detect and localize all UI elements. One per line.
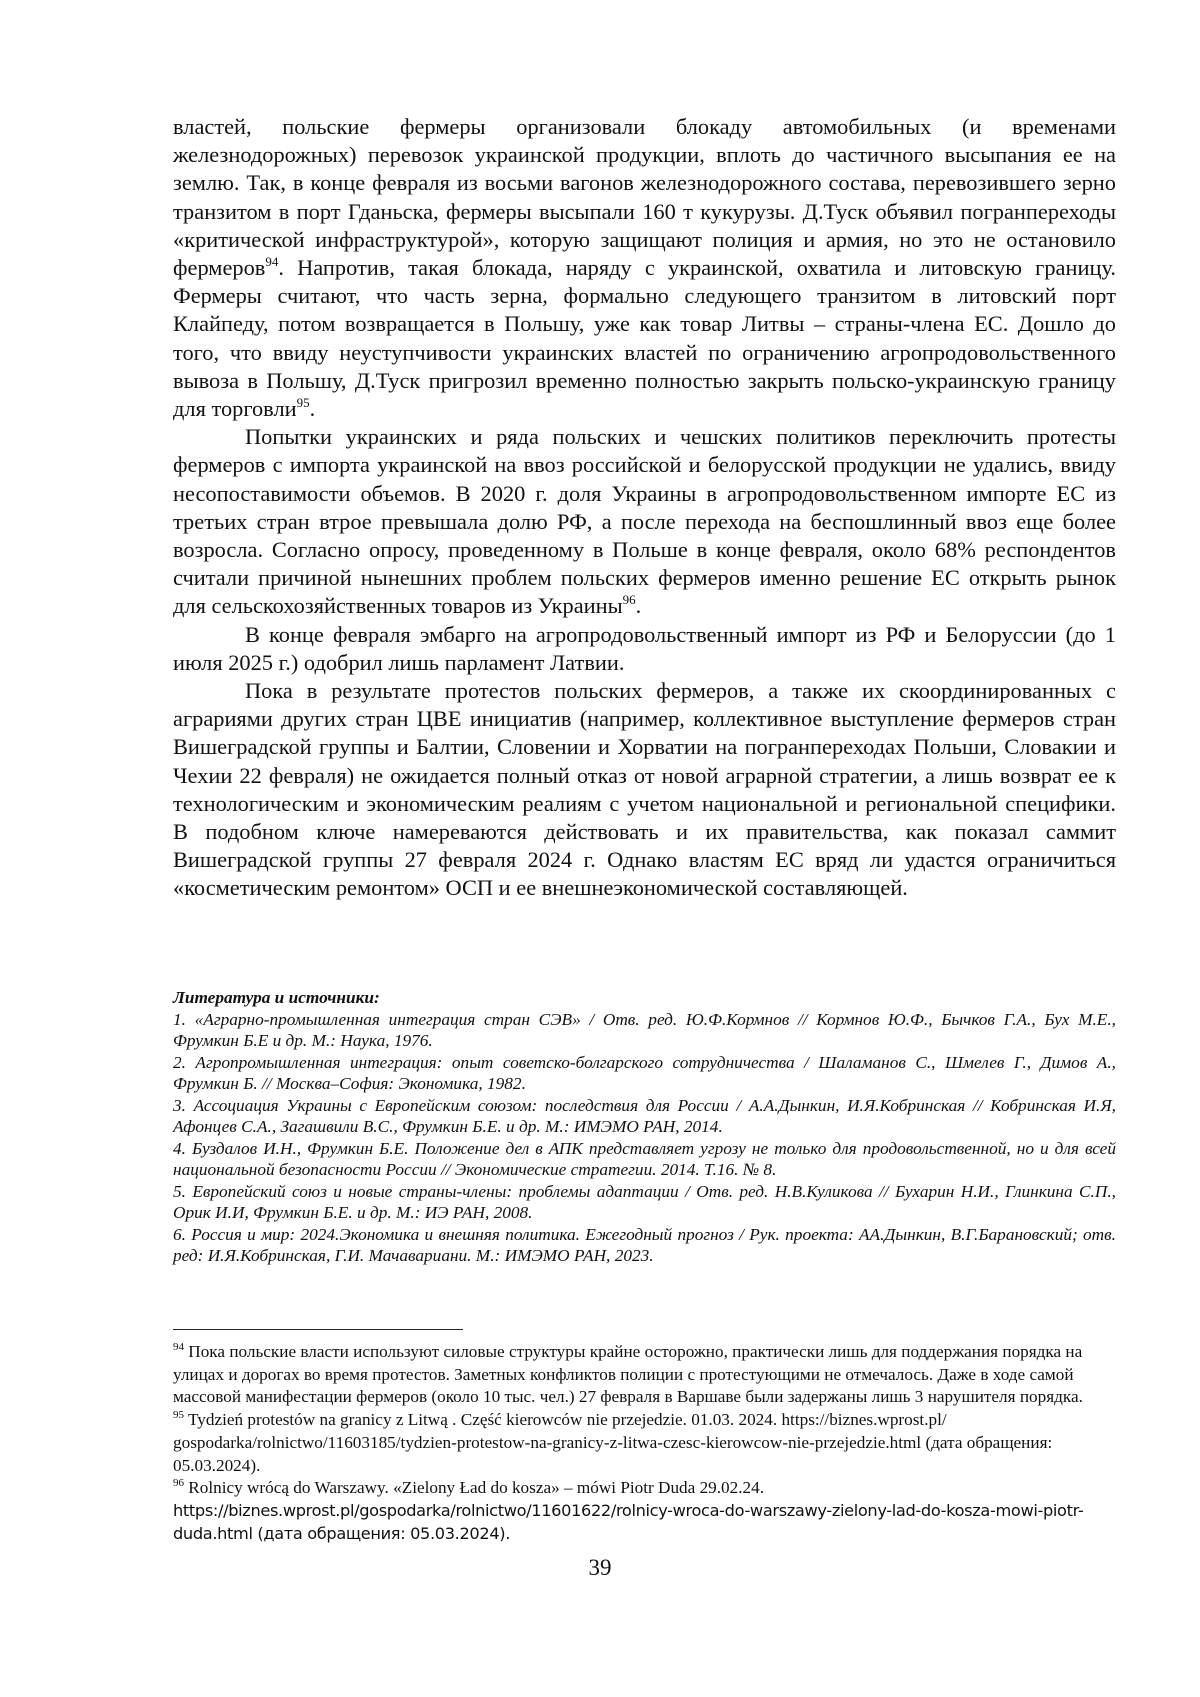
footnote-ref-94[interactable]: 94 bbox=[265, 254, 279, 270]
footnote-number: 95 bbox=[173, 1409, 184, 1422]
footnote-96-link[interactable]: https://biznes.wprost.pl/gospodarka/rolnictwo/11601622/rolnicy-wroca-do-warszawy-zielony-lad-do-kosza-mowi-piotr-duda.html (дата обращения: 05.03.2024). bbox=[173, 1500, 1084, 1543]
footnote-96: $^{96}$ Rolnicy wrócą do Warszawy. «Zielony Ład do kosza» – mówi Piotr Duda 29.02.24. https://biznes.wprost.pl/gospodarka/rolnictwo/11601622/rolnicy-wroca-do-warszawy-zielony-lad-do-kosza-mowi-piotr-duda.html (дата обращения: 05.03.2024). bbox=[173, 1477, 1084, 1543]
footnote-number: 94 bbox=[173, 1341, 184, 1353]
main-text bbox=[173, 113, 1116, 903]
footnotes bbox=[173, 1341, 1116, 1545]
paragraph-1: властей, польские фермеры организовали блокаду автомобильных (и временами железнодорожных) перевозок украинской продукции, вплоть до частичного высыпания ее на землю. Так, в конце февраля из восьми вагонов железнодорожного состава, перевозившего зерно транзитом в порт Гданьска, фермеры высыпали 160 т кукурузы. Д.Туск объявил погранпереходы «критической инфраструктурой», которую защищают полиция и армия, но это не остановило фермеров$^{94}$. Напротив, такая блокада, наряду с украинской, охватила и литовскую границу. Фермеры считают, что часть зерна, формально следующего транзитом в литовский порт Клайпеду, потом возвращается в Польшу, уже как товар Литвы – страны-члена ЕС. Дошло до того, что ввиду неуступчивости украинских властей по ограничению агропродовольственного вывоза в Польшу, Д.Туск пригрозил временно полностью закрыть польско-украинскую границу для торговли$^{95}$. bbox=[173, 114, 1116, 422]
reference-item: 2. Агропромышленная интеграция: опыт советско-болгарского сотрудничества / Шаламанов С., Шмелев Г., Димов А., Фрумкин Б. // Москва–София: Экономика, 1982. bbox=[173, 1052, 1116, 1093]
paragraph-2: Попытки украинских и ряда польских и чешских политиков переключить протесты фермеров с импорта украинской на ввоз российской и белорусской продукции не удались, ввиду несопоставимости объемов. В 2020 г. доля Украины в агропродовольственном импорте ЕС из третьих стран втрое превышала долю РФ, а после перехода на беспошлинный ввоз еще более возросла. Согласно опросу, проведенному в Польше в конце февраля, около 68% респондентов считали причиной нынешних проблем польских фермеров именно решение ЕС открыть рынок для сельскохозяйственных товаров из Украины$^{96}$. bbox=[173, 424, 1116, 619]
paragraph-3: В конце февраля эмбарго на агропродовольственный импорт из РФ и Белоруссии (до 1 июля 2025 г.) одобрил лишь парламент Латвии. bbox=[173, 621, 1116, 675]
paragraph-4: Пока в результате протестов польских фермеров, а также их скоординированных с аграриями других стран ЦВЕ инициатив (например, коллективное выступление фермеров стран Вишеградской группы и Балтии, Словении и Хорватии на погранпереходах Польши, Словакии и Чехии 22 февраля) не ожидается полный отказ от новой аграрной стратегии, а лишь возврат ее к технологическим и экономическим реалиям с учетом национальной и региональной специфики. В подобном ключе намереваются действовать и их правительства, как показал саммит Вишеградской группы 27 февраля 2024 г. Однако властям ЕС вряд ли удастся ограничиться «косметическим ремонтом» ОСП и ее внешнеэкономической составляющей. bbox=[173, 678, 1116, 901]
reference-item: 4. Буздалов И.Н., Фрумкин Б.Е. Положение дел в АПК представляет угрозу не только для продовольственной, но и для всей национальной безопасности России // Экономические стратегии. 2014. Т.16. № 8. bbox=[173, 1138, 1116, 1179]
reference-item: 1. «Аграрно-промышленная интеграция стран СЭВ» / Отв. ред. Ю.Ф.Кормнов // Кормнов Ю.Ф., Бычков Г.А., Бух М.Е., Фрумкин Б.Е и др. М.: Наука, 1976. bbox=[173, 1009, 1116, 1050]
reference-item: 6. Россия и мир: 2024.Экономика и внешняя политика. Ежегодный прогноз / Рук. проекта: АА.Дынкин, В.Г.Барановский; отв. ред: И.Я.Кобринская, Г.И. Мачавариани. М.: ИМЭМО РАН, 2023. bbox=[173, 1224, 1116, 1265]
footnote-94: $^{94}$ Пока польские власти используют силовые структуры крайне осторожно, практически лишь для поддержания порядка на улицах и дорогах во время протестов. Заметных конфликтов полиции с протестующими не отмечалось. Даже в ходе самой массовой манифестации фермеров (около 10 тыс. чел.) 27 февраля в Варшаве были задержаны лишь 3 нарушителя порядка. bbox=[173, 1341, 1083, 1407]
references-section bbox=[173, 987, 1116, 1267]
footnote-95: $^{95}$ Tydzień protestów na granicy z Litwą . Część kierowców nie przejedzie. 01.03. 2024. https://biznes.wprost.pl/ gospodarka/rolnictwo/11603185/tydzien-protestow-na-granicy-z-litwa-czesc-kierowcow-nie-przejedzie.html (дата обращения: 05.03.2024). bbox=[173, 1409, 1053, 1475]
references-list bbox=[173, 1009, 1116, 1267]
footnote-number: 96 bbox=[173, 1477, 184, 1490]
footnote-ref-95[interactable]: 95 bbox=[296, 395, 310, 411]
page-number: 39 bbox=[588, 1555, 612, 1580]
reference-item: 5. Европейский союз и новые страны-члены: проблемы адаптации / Отв. ред. Н.В.Куликова // Бухарин Н.И., Глинкина С.П., Орик И.И, Фрумкин Б.Е. и др. М.: ИЭ РАН, 2008. bbox=[173, 1181, 1116, 1222]
footnote-ref-96[interactable]: 96 bbox=[622, 592, 636, 608]
footnote-separator bbox=[173, 1329, 463, 1330]
references-title: Литература и источники: bbox=[173, 988, 380, 1007]
reference-item: 3. Ассоциация Украины с Европейским союзом: последствия для России / А.А.Дынкин, И.Я.Кобринская // Кобринская И.Я, Афонцев С.А., Загашвили В.С., Фрумкин Б.Е. и др. М.: ИМЭМО РАН, 2014. bbox=[173, 1095, 1116, 1136]
